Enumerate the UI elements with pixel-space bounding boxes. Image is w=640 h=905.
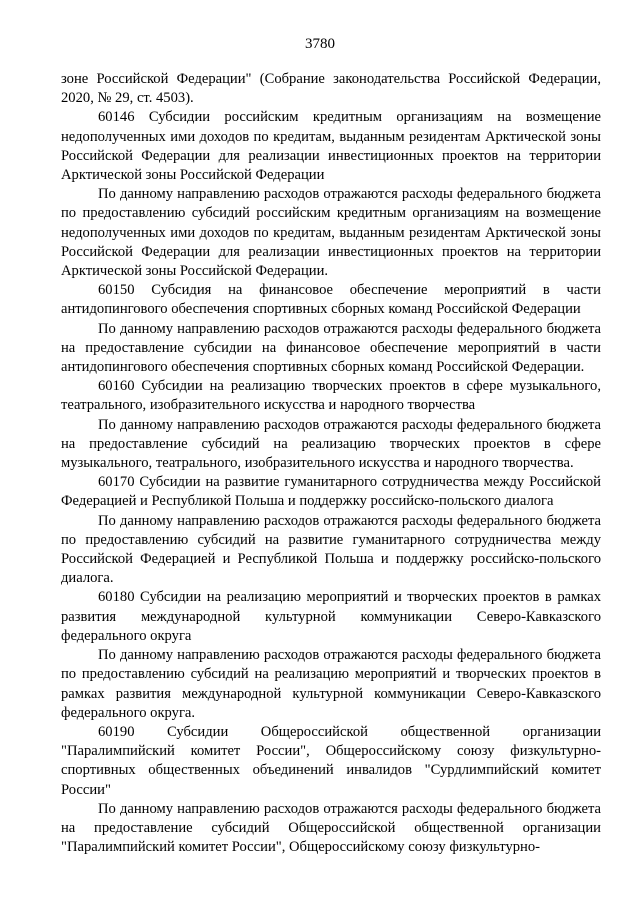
heading-60170: 60170 Субсидии на развитие гуманитарного сотрудничества между Российской Федерацией и Республикой Польша и поддержку российско-польского диалога (61, 474, 601, 510)
heading-60160: 60160 Субсидии на реализацию творческих проектов в сфере музыкального, театрального, изобразительного искусства и народного творчества (61, 378, 601, 414)
heading-60150: 60150 Субсидия на финансовое обеспечение мероприятий в части антидопингового обеспечения спортивных сборных команд Российской Федерации (61, 282, 601, 318)
paragraph-60150-description: По данному направлению расходов отражаются расходы федерального бюджета на предоставление субсидии на финансовое обеспечение мероприятий в части антидопингового обеспечения спортивных сборных команд Российской Федерации. (61, 320, 601, 376)
paragraph-60190-description: По данному направлению расходов отражаются расходы федерального бюджета на предоставление субсидий Общероссийской общественной организации "Паралимпийский комитет России", Общероссийскому союзу физкультурно- (61, 800, 601, 856)
paragraph-continuation: зоне Российской Федерации" (Собрание законодательства Российской Федерации, 2020, № 29, ст. 4503). (61, 71, 601, 107)
paragraph-60160-description: По данному направлению расходов отражаются расходы федерального бюджета на предоставление субсидий на реализацию творческих проектов в сфере музыкального, театрального, изобразительного искусства и народного творчества. (61, 416, 601, 472)
paragraph-60180-description: По данному направлению расходов отражаются расходы федерального бюджета по предоставлению субсидий на реализацию мероприятий и творческих проектов в рамках развития международной культурной коммуникации Северо-Кавказского федерального округа. (61, 647, 601, 721)
heading-60146: 60146 Субсидии российским кредитным организациям на возмещение недополученных ими доходов по кредитам, выданным резидентам Арктической зоны Российской Федерации для реализации инвестиционных проектов на территории Арктической зоны Российской Федерации (61, 109, 601, 184)
heading-60180: 60180 Субсидии на реализацию мероприятий и творческих проектов в рамках развития международной культурной коммуникации Северо-Кавказского федерального округа (61, 589, 601, 644)
document-body (61, 70, 601, 857)
page-number: 3780 (305, 36, 335, 52)
heading-60190: 60190 Субсидии Общероссийской общественной организации "Паралимпийский комитет России", Общероссийскому союзу физкультурно-спортивных общественных объединений инвалидов "Сурдлимпийский комитет России" (61, 723, 601, 798)
paragraph-60146-description: По данному направлению расходов отражаются расходы федерального бюджета по предоставлению субсидий российским кредитным организациям на возмещение недополученных ими доходов по кредитам, выданным резидентам Арктической зоны Российской Федерации для реализации инвестиционных проектов на территории Арктической зоны Российской Федерации. (61, 186, 601, 280)
paragraph-60170-description: По данному направлению расходов отражаются расходы федерального бюджета по предоставлению субсидий на развитие гуманитарного сотрудничества между Российской Федерацией и Республикой Польша и поддержку российско-польского диалога. (61, 512, 601, 587)
